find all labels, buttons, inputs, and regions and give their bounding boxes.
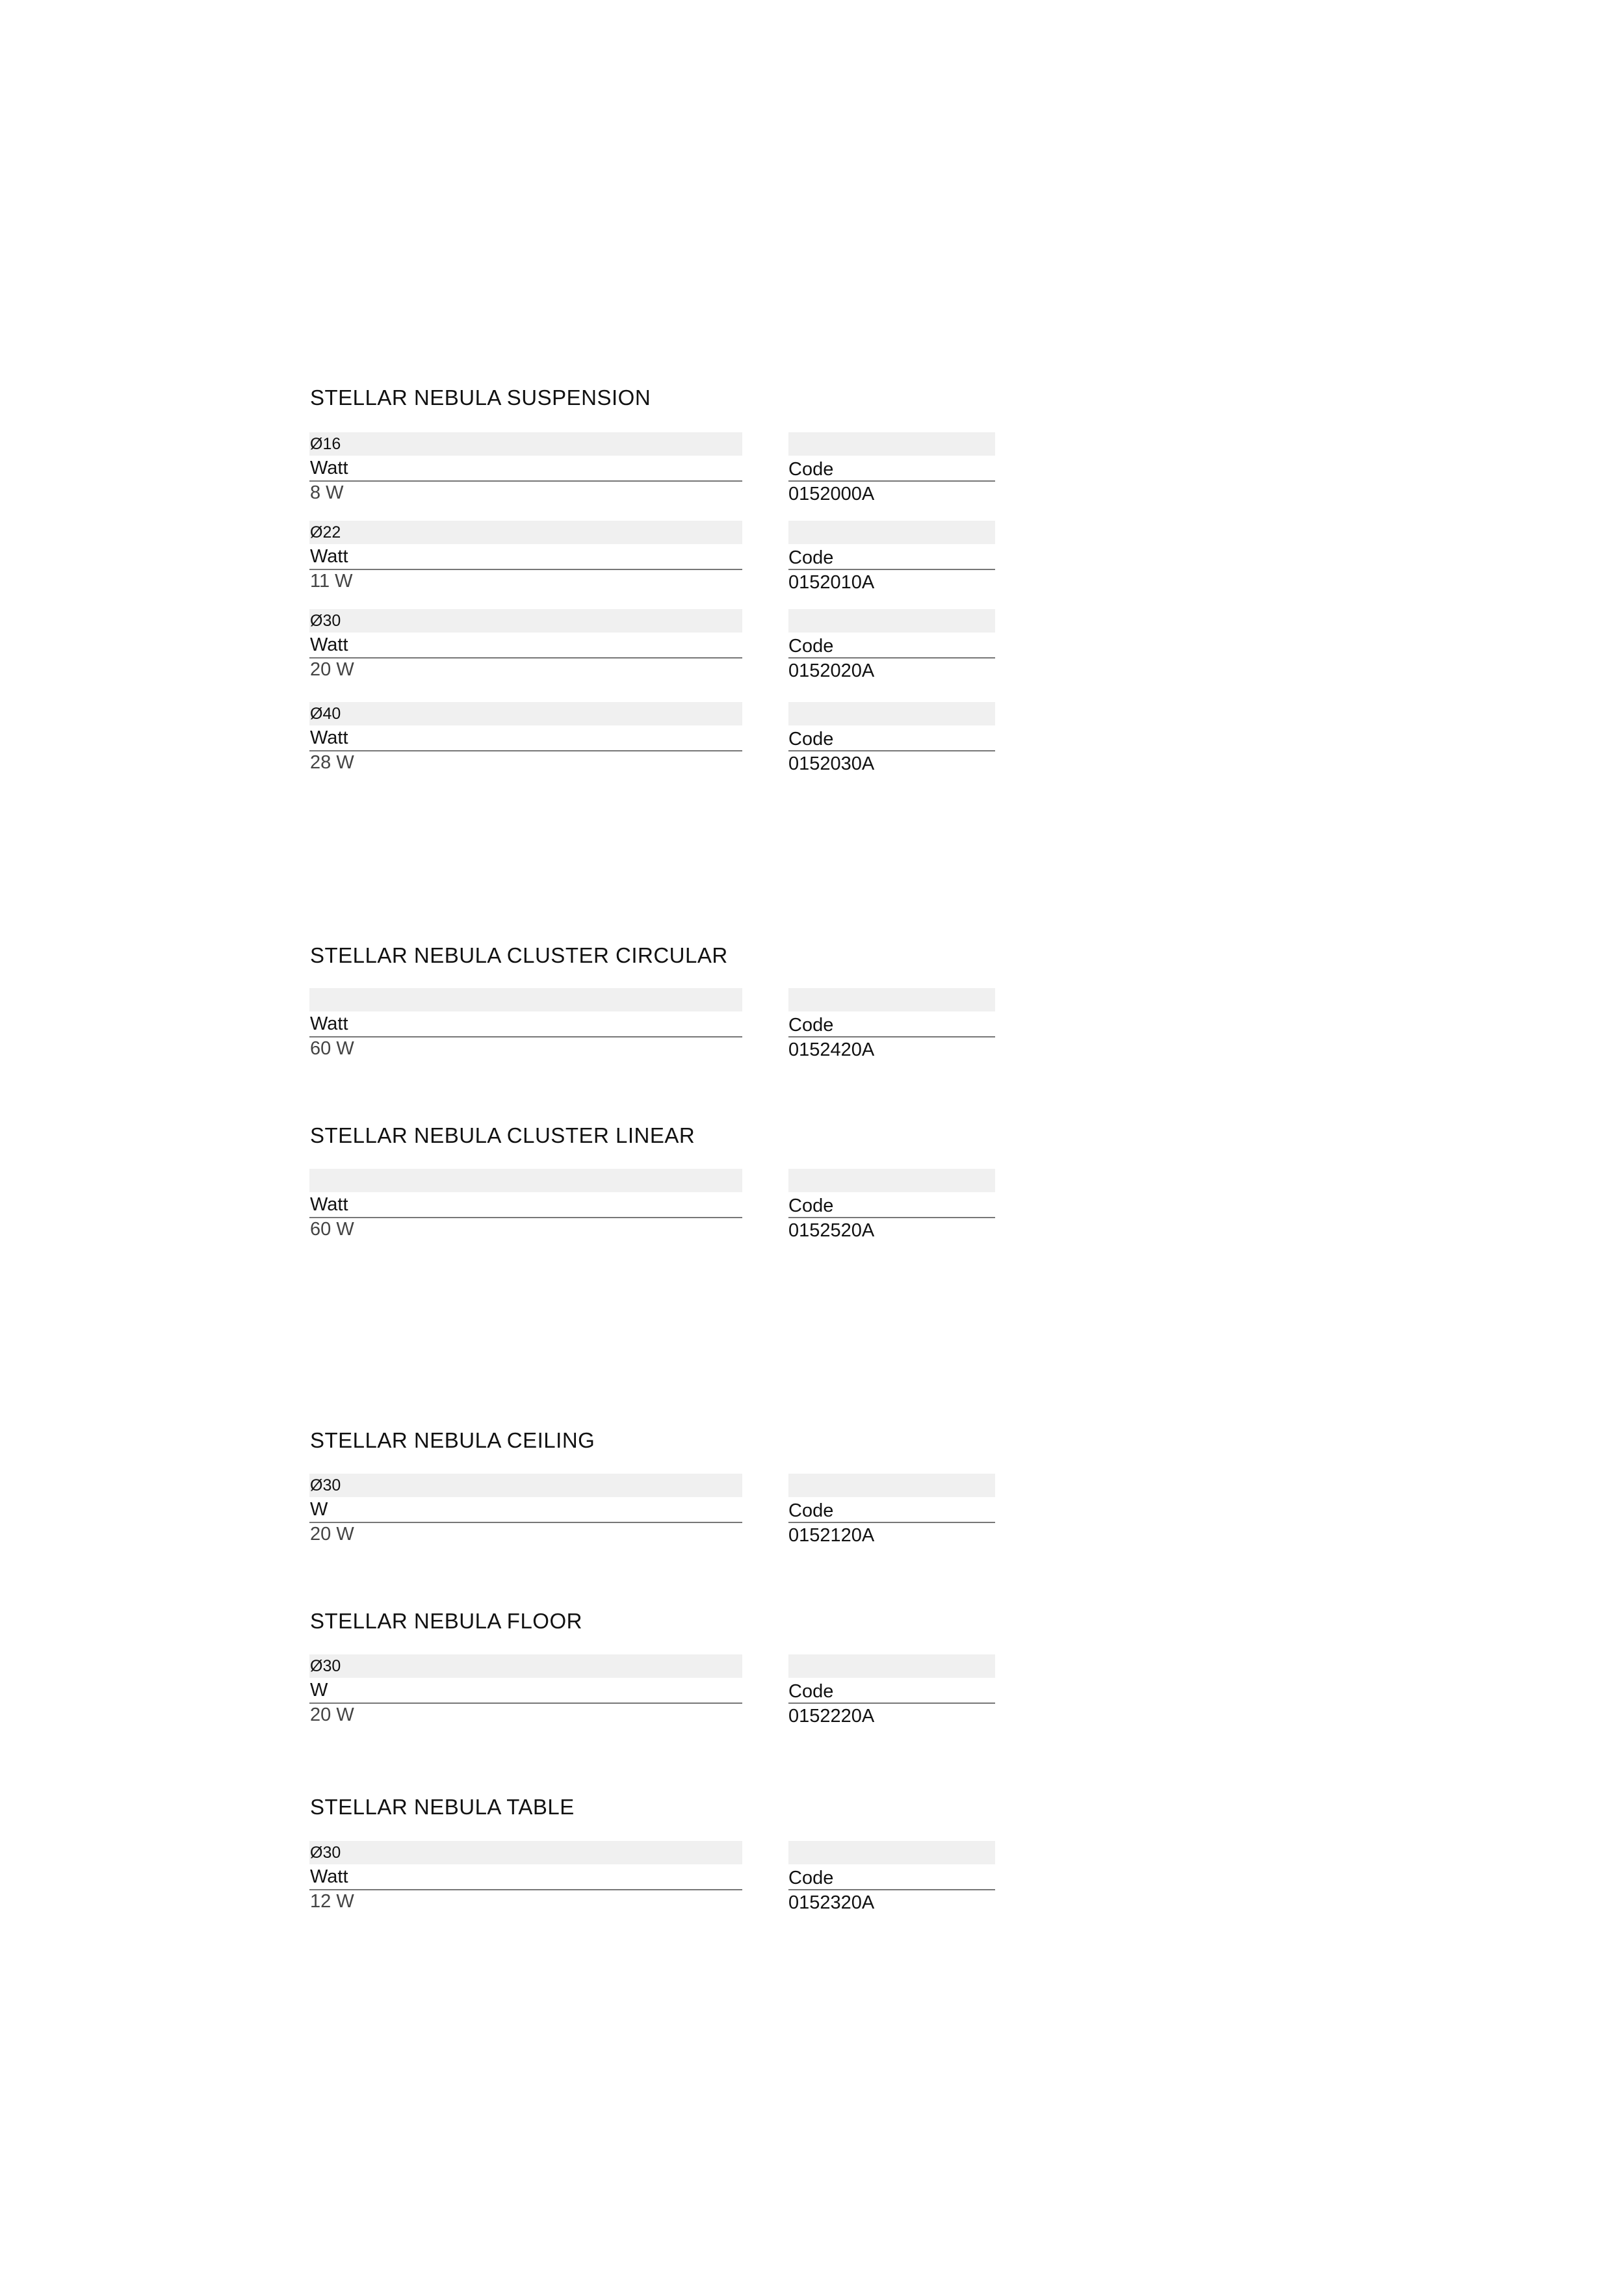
divider	[309, 569, 742, 570]
spec-bar-right	[788, 432, 995, 456]
product-code: 0152020A	[788, 660, 875, 681]
watt-label: Watt	[310, 1866, 348, 1887]
divider	[788, 569, 995, 570]
product-code: 0152010A	[788, 572, 875, 593]
diameter-label: Ø30	[310, 1476, 341, 1494]
code-label: Code	[788, 459, 834, 480]
section-title-table: STELLAR NEBULA TABLE	[310, 1795, 575, 1819]
spec-bar-right	[788, 988, 995, 1011]
watt-value: 8 W	[310, 482, 344, 503]
spec-bar-right	[788, 1841, 995, 1864]
divider	[788, 1889, 995, 1890]
product-code: 0152420A	[788, 1039, 875, 1060]
watt-value: 60 W	[310, 1038, 354, 1059]
diameter-label: Ø22	[310, 523, 341, 541]
spec-row	[0, 1654, 1623, 1739]
spec-bar-right	[788, 521, 995, 544]
spec-row	[0, 432, 1623, 517]
watt-label: Watt	[310, 546, 348, 567]
watt-value: 20 W	[310, 1524, 354, 1545]
watt-value: 20 W	[310, 659, 354, 680]
product-code: 0152000A	[788, 484, 875, 504]
divider	[309, 750, 742, 751]
divider	[788, 750, 995, 751]
code-label: Code	[788, 1195, 834, 1216]
code-label: Code	[788, 1015, 834, 1036]
spec-bar-left	[309, 1169, 742, 1192]
divider	[788, 1217, 995, 1218]
divider	[309, 1889, 742, 1890]
code-label: Code	[788, 636, 834, 657]
divider	[788, 1702, 995, 1704]
spec-bar-right	[788, 1169, 995, 1192]
product-code: 0152320A	[788, 1892, 875, 1913]
spec-bar-left	[309, 521, 742, 544]
spec-bar-right	[788, 1474, 995, 1497]
divider	[309, 1702, 742, 1704]
watt-value: 11 W	[310, 571, 353, 592]
section-title-floor: STELLAR NEBULA FLOOR	[310, 1609, 582, 1633]
section-title-cluster-circular: STELLAR NEBULA CLUSTER CIRCULAR	[310, 943, 728, 967]
divider	[788, 1036, 995, 1037]
divider	[309, 1217, 742, 1218]
spec-row	[0, 988, 1623, 1073]
divider	[309, 1036, 742, 1037]
spec-row	[0, 1169, 1623, 1253]
spec-bar-right	[788, 1654, 995, 1678]
divider	[788, 1522, 995, 1523]
product-code: 0152220A	[788, 1706, 875, 1727]
section-title-cluster-linear: STELLAR NEBULA CLUSTER LINEAR	[310, 1123, 695, 1147]
product-code: 0152030A	[788, 753, 875, 774]
watt-label: W	[310, 1680, 328, 1701]
code-label: Code	[788, 729, 834, 750]
spec-row	[0, 521, 1623, 605]
code-label: Code	[788, 1868, 834, 1888]
diameter-label: Ø30	[310, 612, 341, 630]
diameter-label: Ø40	[310, 705, 341, 723]
watt-label: Watt	[310, 1194, 348, 1215]
spec-row	[0, 609, 1623, 694]
spec-bar-right	[788, 702, 995, 725]
watt-label: Watt	[310, 458, 348, 478]
divider	[788, 657, 995, 659]
watt-label: W	[310, 1499, 328, 1520]
spec-row	[0, 1841, 1623, 1925]
spec-bar-left	[309, 1841, 742, 1864]
spec-bar-left	[309, 988, 742, 1011]
product-code: 0152520A	[788, 1220, 875, 1241]
spec-bar-left	[309, 702, 742, 725]
watt-label: Watt	[310, 634, 348, 655]
watt-label: Watt	[310, 727, 348, 748]
code-label: Code	[788, 547, 834, 568]
spec-bar-right	[788, 609, 995, 633]
watt-value: 28 W	[310, 752, 354, 773]
watt-label: Watt	[310, 1013, 348, 1034]
spec-bar-left	[309, 432, 742, 456]
diameter-label: Ø16	[310, 435, 341, 453]
divider	[309, 480, 742, 482]
code-label: Code	[788, 1500, 834, 1521]
diameter-label: Ø30	[310, 1657, 341, 1675]
section-title-suspension: STELLAR NEBULA SUSPENSION	[310, 385, 651, 410]
spec-bar-left	[309, 1654, 742, 1678]
watt-value: 60 W	[310, 1219, 354, 1240]
watt-value: 20 W	[310, 1704, 354, 1725]
code-label: Code	[788, 1681, 834, 1702]
watt-value: 12 W	[310, 1891, 354, 1912]
diameter-label: Ø30	[310, 1844, 341, 1862]
divider	[309, 657, 742, 659]
spec-bar-left	[309, 1474, 742, 1497]
section-title-ceiling: STELLAR NEBULA CEILING	[310, 1428, 595, 1452]
spec-row	[0, 1474, 1623, 1558]
spec-row	[0, 702, 1623, 787]
divider	[788, 480, 995, 482]
divider	[309, 1522, 742, 1523]
spec-bar-left	[309, 609, 742, 633]
product-code: 0152120A	[788, 1525, 875, 1546]
